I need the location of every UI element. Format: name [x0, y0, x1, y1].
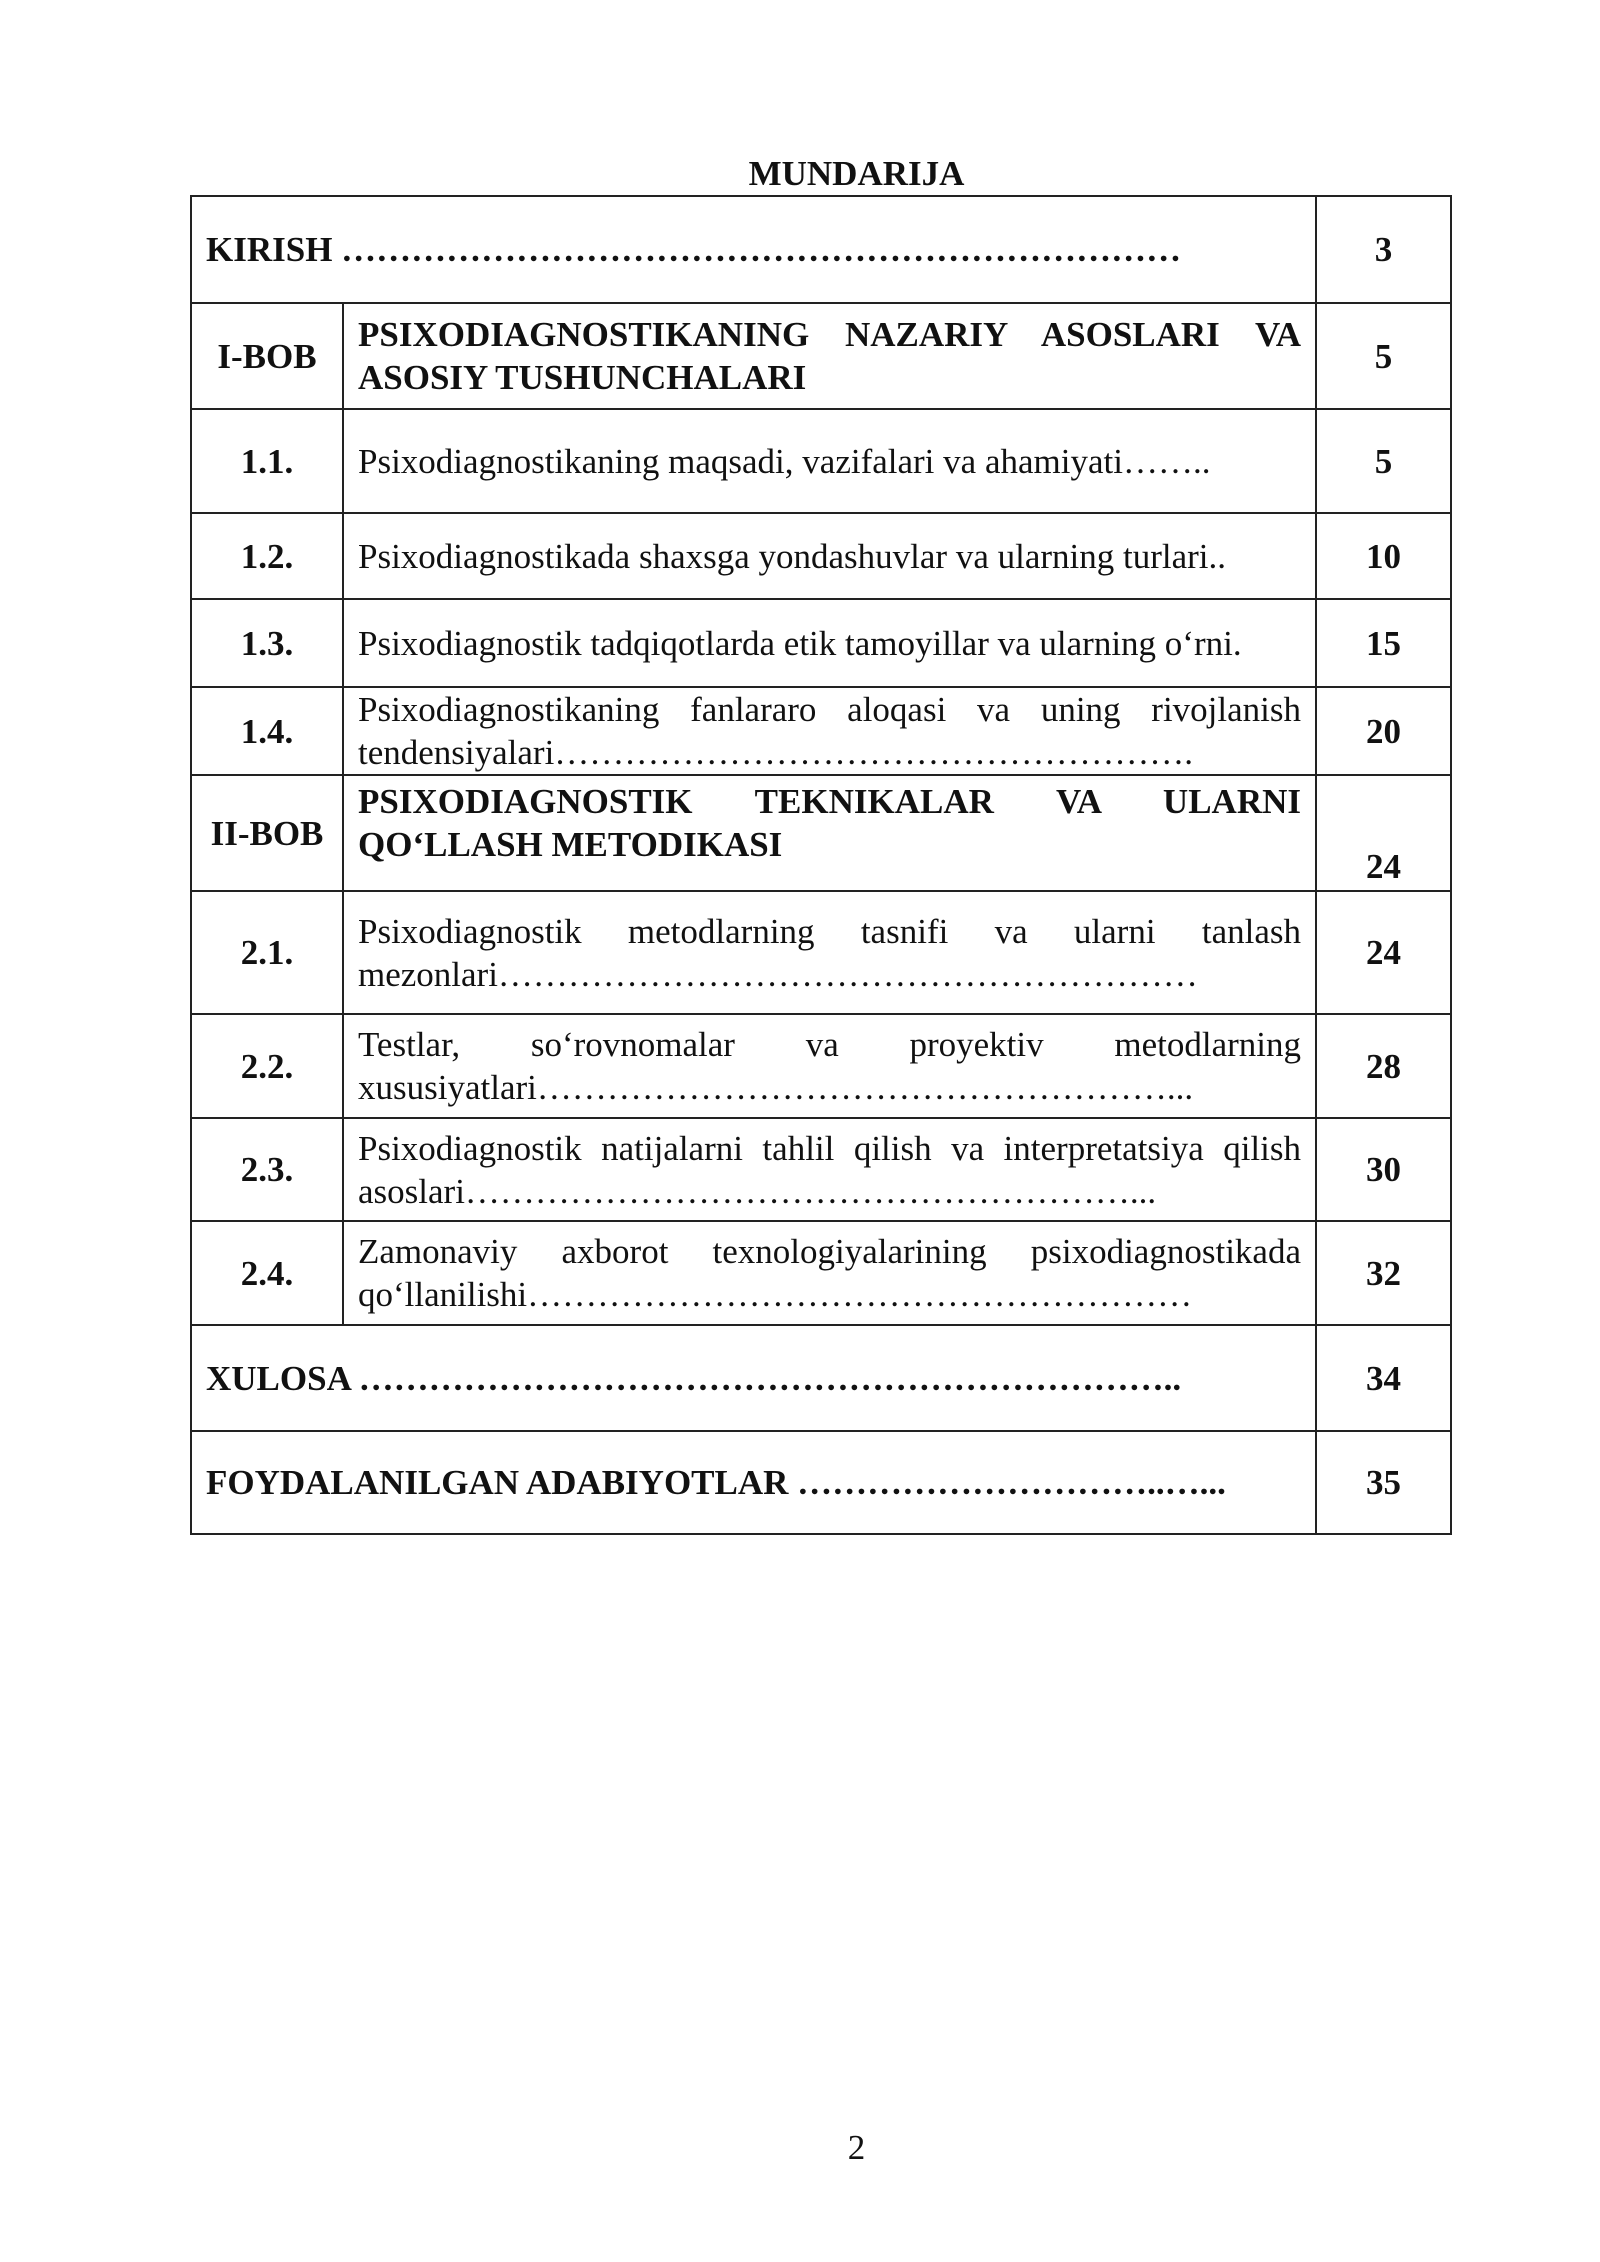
toc-page-number: 30 — [1316, 1118, 1451, 1221]
toc-entry-text: Testlar, so‘rovnomalar va proyektiv metodlarning xususiyatlari………………………………………………... — [343, 1014, 1316, 1118]
toc-page-number: 10 — [1316, 513, 1451, 599]
toc-chapter-label: II-BOB — [191, 775, 343, 891]
toc-section-number: 1.1. — [191, 409, 343, 513]
toc-entry-text: PSIXODIAGNOSTIK TEKNIKALAR VA ULARNI QO‘LLASH METODIKASI — [343, 775, 1316, 891]
toc-entry-text: KIRISH ……………………………………………………………… — [191, 196, 1316, 303]
toc-section-number: 2.4. — [191, 1221, 343, 1325]
toc-row-section-1-4 — [191, 687, 1451, 775]
toc-page-number: 24 — [1316, 891, 1451, 1014]
toc-entry-text: PSIXODIAGNOSTIKANING NAZARIY ASOSLARI VA ASOSIY TUSHUNCHALARI — [343, 303, 1316, 409]
toc-section-number: 1.4. — [191, 687, 343, 775]
toc-section-number: 1.2. — [191, 513, 343, 599]
toc-page-number: 28 — [1316, 1014, 1451, 1118]
page-title: MUNDARIJA — [748, 154, 965, 193]
toc-row-conclusion — [191, 1325, 1451, 1431]
toc-section-number: 2.1. — [191, 891, 343, 1014]
toc-page-number: 3 — [1316, 196, 1451, 303]
toc-entry-text: Psixodiagnostikada shaxsga yondashuvlar va ularning turlari.. — [343, 513, 1316, 599]
page-number: 2 — [847, 2128, 866, 2167]
toc-section-number: 1.3. — [191, 599, 343, 687]
toc-row-references — [191, 1431, 1451, 1534]
toc-entry-text: Psixodiagnostik natijalarni tahlil qilish va interpretatsiya qilish asoslari…………………………………………………... — [343, 1118, 1316, 1221]
toc-section-number: 2.3. — [191, 1118, 343, 1221]
toc-page-number: 5 — [1316, 303, 1451, 409]
toc-entry-text: FOYDALANILGAN ADABIYOTLAR …………………………..…... — [191, 1431, 1316, 1534]
toc-entry-text: Psixodiagnostik metodlarning tasnifi va ularni tanlash mezonlari…………………………………………………… — [343, 891, 1316, 1014]
toc-entry-text: Psixodiagnostik tadqiqotlarda etik tamoyillar va ularning o‘rni. — [343, 599, 1316, 687]
toc-page-number: 5 — [1316, 409, 1451, 513]
table-of-contents — [190, 195, 1452, 1535]
toc-section-number: 2.2. — [191, 1014, 343, 1118]
toc-row-chapter-2 — [191, 775, 1451, 891]
toc-entry-text: Psixodiagnostikaning fanlararo aloqasi va uning rivojlanish tendensiyalari………………………………………………. — [343, 687, 1316, 775]
toc-row-section-2-1 — [191, 891, 1451, 1014]
toc-row-section-2-3 — [191, 1118, 1451, 1221]
toc-row-section-1-1 — [191, 409, 1451, 513]
toc-chapter-label: I-BOB — [191, 303, 343, 409]
toc-page-number: 20 — [1316, 687, 1451, 775]
toc-page-number: 34 — [1316, 1325, 1451, 1431]
toc-page-number: 15 — [1316, 599, 1451, 687]
toc-page-number: 24 — [1316, 775, 1451, 891]
toc-page-number: 32 — [1316, 1221, 1451, 1325]
toc-row-section-1-2 — [191, 513, 1451, 599]
toc-entry-text: Psixodiagnostikaning maqsadi, vazifalari va ahamiyati…….. — [343, 409, 1316, 513]
toc-row-section-2-2 — [191, 1014, 1451, 1118]
toc-page-number: 35 — [1316, 1431, 1451, 1534]
toc-entry-text: Zamonaviy axborot texnologiyalarining psixodiagnostikada qo‘llanilishi………………………………………………… — [343, 1221, 1316, 1325]
toc-row-introduction — [191, 196, 1451, 303]
toc-entry-text: XULOSA …………………………………………………………….. — [191, 1325, 1316, 1431]
toc-row-chapter-1 — [191, 303, 1451, 409]
toc-row-section-2-4 — [191, 1221, 1451, 1325]
toc-row-section-1-3 — [191, 599, 1451, 687]
